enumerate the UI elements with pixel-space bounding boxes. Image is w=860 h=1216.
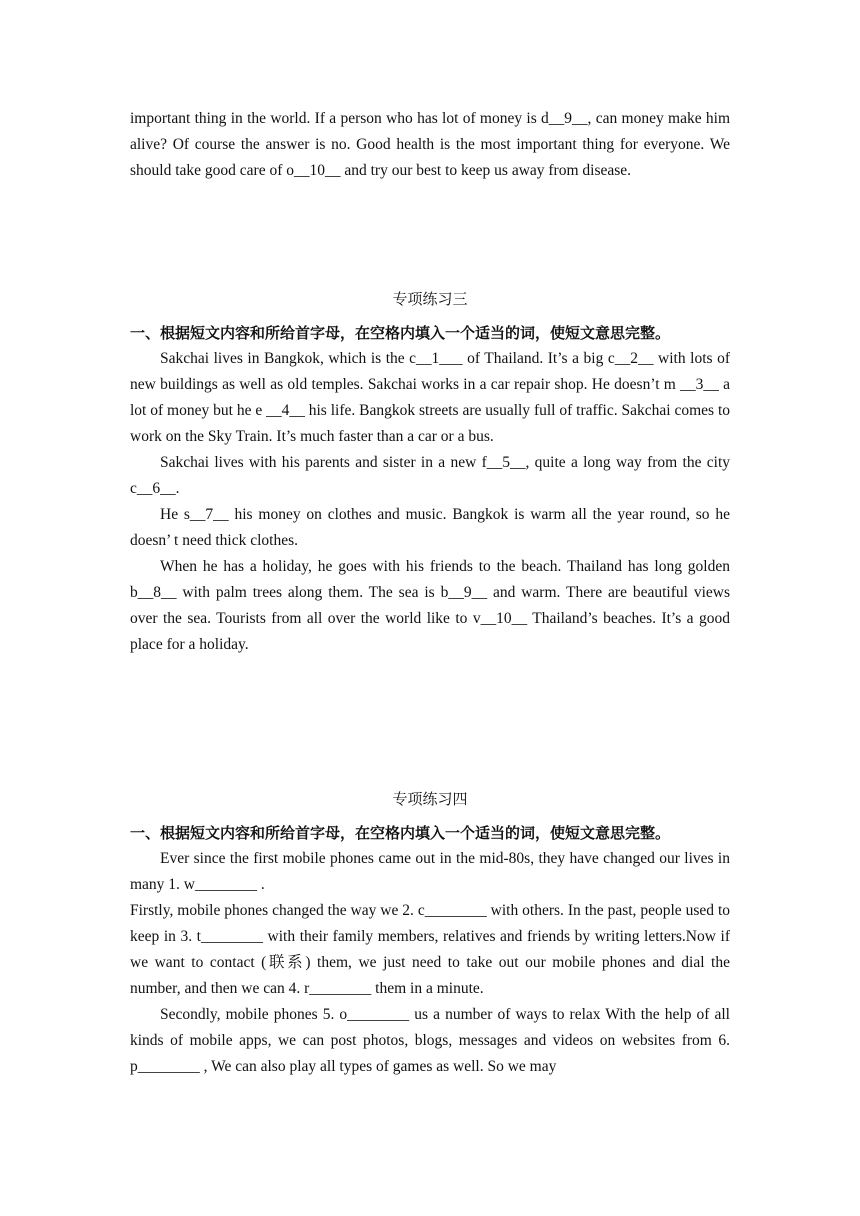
section-four	[130, 820, 730, 1080]
paragraph: Firstly, mobile phones changed the way we 2. c________ with others. In the past, people used to keep in 3. t________ with their family members, relatives and friends by writing letters.Now if we want to contact (联系) them, we just need to take out our mobile phones and dial the number, and then we can 4. r________ them in a minute.	[130, 902, 730, 997]
paragraph: He s__7__ his money on clothes and music. Bangkok is warm all the year round, so he doesn’ t need thick clothes.	[130, 506, 730, 549]
section-three-instruction: 一、根据短文内容和所给首字母，在空格内填入一个适当的词，使短文意思完整。	[130, 324, 671, 342]
section-four-title: 专项练习四	[392, 790, 468, 808]
paragraph: Sakchai lives with his parents and sister in a new f__5__, quite a long way from the city c__6__.	[130, 454, 730, 497]
section-three-title: 专项练习三	[392, 290, 468, 308]
paragraph: Ever since the first mobile phones came out in the mid-80s, they have changed our lives in many 1. w________ .	[130, 850, 730, 893]
section-three	[130, 320, 730, 658]
top-passage	[130, 106, 730, 184]
section-four-instruction: 一、根据短文内容和所给首字母，在空格内填入一个适当的词，使短文意思完整。	[130, 824, 671, 842]
paragraph: When he has a holiday, he goes with his friends to the beach. Thailand has long golden b__8__ with palm trees along them. The sea is b__9__ and warm. There are beautiful views over the sea. Tourists from all over the world like to v__10__ Thailand’s beaches. It’s a good place for a holiday.	[130, 558, 730, 653]
paragraph: important thing in the world. If a person who has lot of money is d__9__, can money make him alive? Of course the answer is no. Good health is the most important thing for everyone. We should take good care of o__10__ and try our best to keep us away from disease.	[130, 110, 730, 179]
paragraph: Sakchai lives in Bangkok, which is the c__1___ of Thailand. It’s a big c__2__ with lots of new buildings as well as old temples. Sakchai works in a car repair shop. He doesn’t m __3__ a lot of money but he e __4__ his life. Bangkok streets are usually full of traffic. Sakchai comes to work on the Sky Train. It’s much faster than a car or a bus.	[130, 350, 730, 445]
paragraph: Secondly, mobile phones 5. o________ us a number of ways to relax With the help of all kinds of mobile apps, we can post photos, blogs, messages and videos on websites from 6. p________ , We can also play all types of games as well. So we may	[130, 1006, 730, 1075]
